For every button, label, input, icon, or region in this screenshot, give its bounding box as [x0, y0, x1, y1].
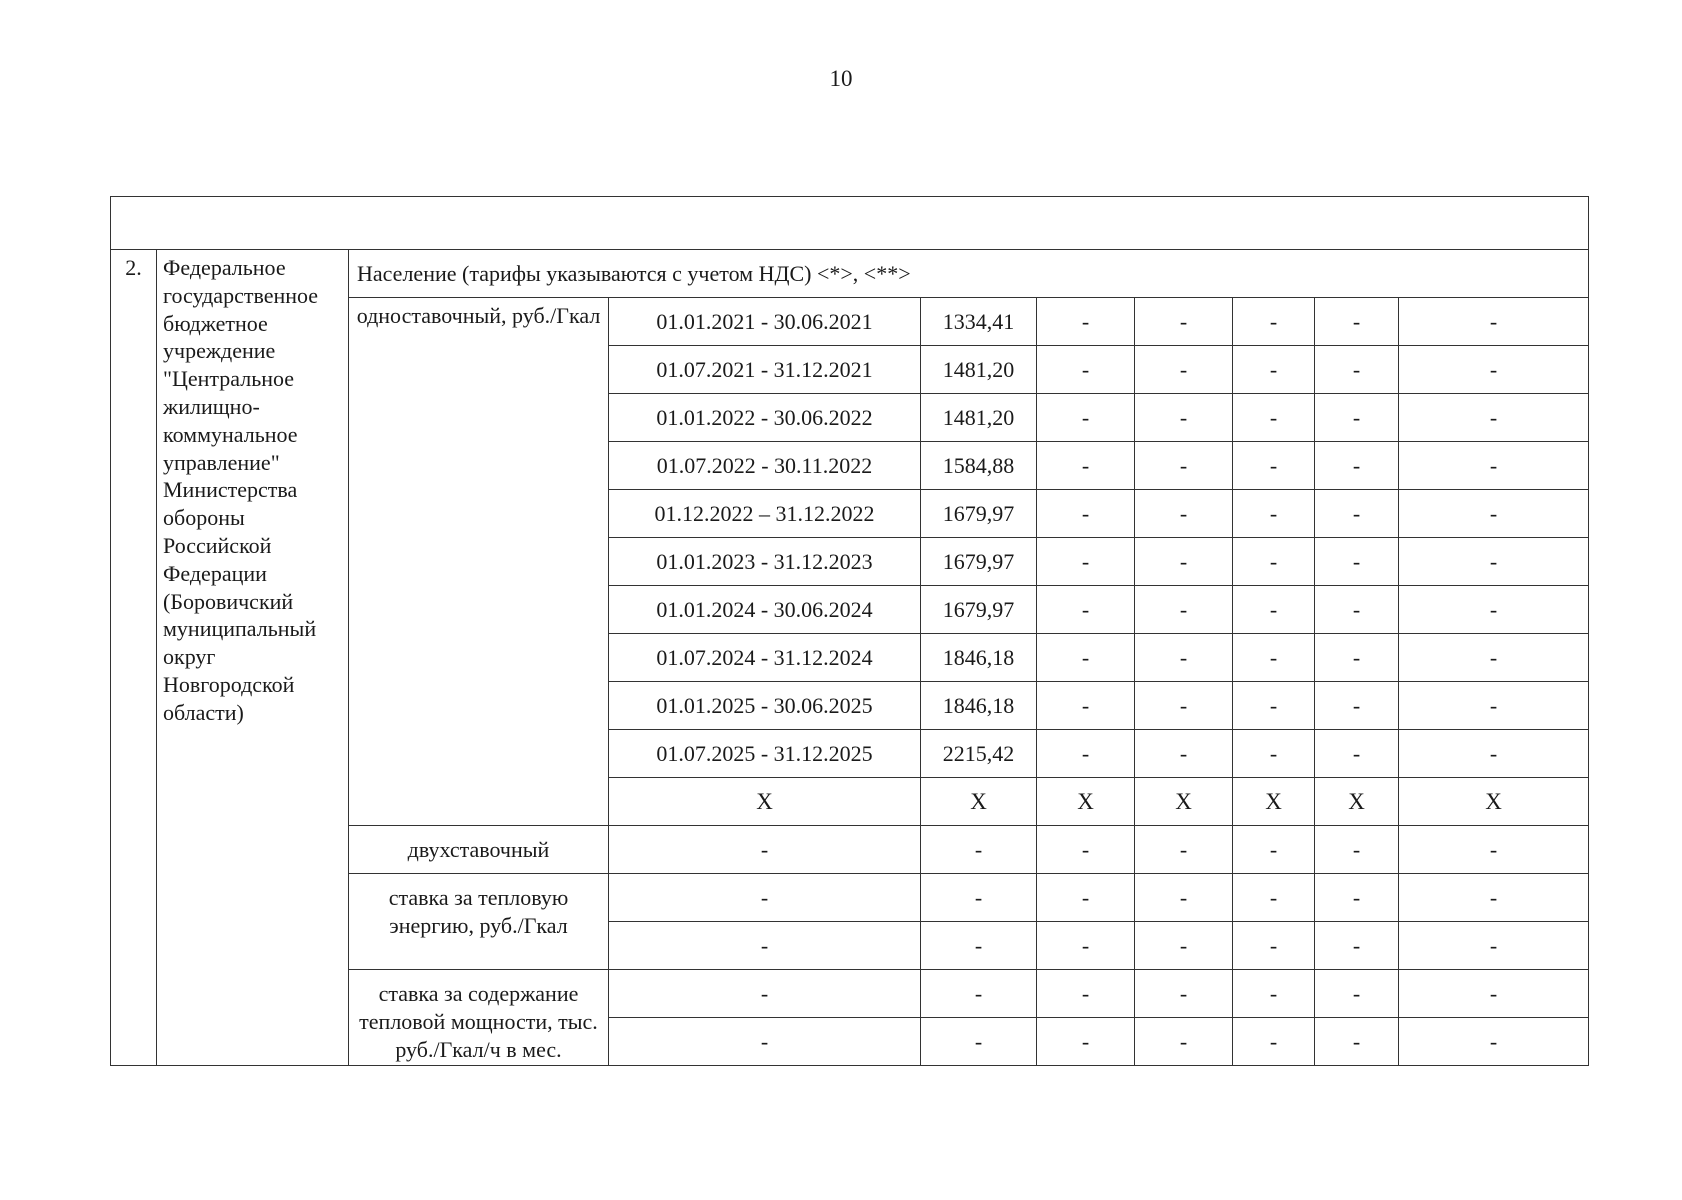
- dash-cell: -: [1399, 394, 1589, 442]
- value-cell: 2215,42: [921, 730, 1037, 778]
- period-cell: 01.12.2022 – 31.12.2022: [609, 490, 921, 538]
- dash-cell: -: [1135, 346, 1233, 394]
- value-cell: 1679,97: [921, 538, 1037, 586]
- dash-cell: -: [1135, 1018, 1233, 1066]
- dash-cell: -: [1037, 970, 1135, 1018]
- dash-cell: -: [1233, 298, 1315, 346]
- dash-cell: -: [1399, 346, 1589, 394]
- dash-cell: X: [1233, 778, 1315, 826]
- dash-cell: -: [1037, 682, 1135, 730]
- value-cell: -: [921, 874, 1037, 922]
- dash-cell: X: [1037, 778, 1135, 826]
- dash-cell: X: [1315, 778, 1399, 826]
- dash-cell: -: [1037, 874, 1135, 922]
- period-cell: -: [609, 970, 921, 1018]
- dash-cell: -: [1315, 298, 1399, 346]
- dash-cell: -: [1399, 586, 1589, 634]
- value-cell: 1334,41: [921, 298, 1037, 346]
- dash-cell: -: [1037, 1018, 1135, 1066]
- dash-cell: -: [1315, 442, 1399, 490]
- period-cell: 01.07.2025 - 31.12.2025: [609, 730, 921, 778]
- dash-cell: -: [1315, 1018, 1399, 1066]
- dash-cell: -: [1399, 442, 1589, 490]
- dash-cell: -: [1233, 1018, 1315, 1066]
- dash-cell: -: [1233, 586, 1315, 634]
- period-cell: X: [609, 778, 921, 826]
- dash-cell: -: [1037, 730, 1135, 778]
- period-cell: -: [609, 826, 921, 874]
- dash-cell: -: [1399, 298, 1589, 346]
- dash-cell: -: [1399, 682, 1589, 730]
- value-cell: -: [921, 1018, 1037, 1066]
- dash-cell: -: [1315, 346, 1399, 394]
- dash-cell: X: [1399, 778, 1589, 826]
- dash-cell: -: [1233, 970, 1315, 1018]
- dash-cell: X: [1135, 778, 1233, 826]
- value-cell: -: [921, 826, 1037, 874]
- dash-cell: -: [1233, 682, 1315, 730]
- period-cell: 01.01.2023 - 31.12.2023: [609, 538, 921, 586]
- dash-cell: -: [1037, 826, 1135, 874]
- dash-cell: -: [1233, 442, 1315, 490]
- dash-cell: -: [1135, 826, 1233, 874]
- capacity-rate-label: ставка за содержание тепловой мощности, тыс. руб./Гкал/ч в мес.: [349, 970, 609, 1066]
- dash-cell: -: [1233, 826, 1315, 874]
- period-cell: 01.01.2025 - 30.06.2025: [609, 682, 921, 730]
- period-cell: 01.07.2021 - 31.12.2021: [609, 346, 921, 394]
- period-cell: 01.07.2024 - 31.12.2024: [609, 634, 921, 682]
- organization-name: Федеральное государственное бюджетное учреждение "Центральное жилищно-коммунальное управление" Министерства обороны Российской Федерации (Боровичский муниципальный округ Новгородской области): [157, 250, 349, 1066]
- tariff-table: [110, 196, 1589, 1066]
- dash-cell: -: [1233, 346, 1315, 394]
- period-cell: 01.01.2024 - 30.06.2024: [609, 586, 921, 634]
- dash-cell: -: [1399, 634, 1589, 682]
- value-cell: 1679,97: [921, 490, 1037, 538]
- value-cell: -: [921, 970, 1037, 1018]
- dash-cell: -: [1135, 538, 1233, 586]
- dash-cell: -: [1315, 682, 1399, 730]
- dash-cell: -: [1315, 586, 1399, 634]
- period-cell: -: [609, 874, 921, 922]
- dash-cell: -: [1135, 682, 1233, 730]
- dash-cell: -: [1135, 922, 1233, 970]
- dash-cell: -: [1037, 394, 1135, 442]
- dash-cell: -: [1399, 1018, 1589, 1066]
- dash-cell: -: [1399, 490, 1589, 538]
- group-row: [111, 250, 1589, 298]
- dash-cell: -: [1399, 538, 1589, 586]
- dash-cell: -: [1233, 538, 1315, 586]
- dash-cell: -: [1135, 586, 1233, 634]
- dash-cell: -: [1315, 538, 1399, 586]
- period-cell: -: [609, 1018, 921, 1066]
- dash-cell: -: [1135, 298, 1233, 346]
- dash-cell: -: [1399, 826, 1589, 874]
- dash-cell: -: [1233, 394, 1315, 442]
- dash-cell: -: [1135, 394, 1233, 442]
- value-cell: X: [921, 778, 1037, 826]
- dash-cell: -: [1037, 634, 1135, 682]
- dash-cell: -: [1037, 586, 1135, 634]
- period-cell: 01.07.2022 - 30.11.2022: [609, 442, 921, 490]
- value-cell: 1846,18: [921, 682, 1037, 730]
- dash-cell: -: [1037, 490, 1135, 538]
- dash-cell: -: [1315, 922, 1399, 970]
- value-cell: -: [921, 922, 1037, 970]
- row-number: 2.: [111, 250, 157, 1066]
- dash-cell: -: [1315, 730, 1399, 778]
- dash-cell: -: [1315, 634, 1399, 682]
- period-cell: 01.01.2022 - 30.06.2022: [609, 394, 921, 442]
- dash-cell: -: [1315, 970, 1399, 1018]
- blank-cell: [111, 197, 1589, 250]
- dash-cell: -: [1233, 634, 1315, 682]
- energy-rate-label: ставка за тепловую энергию, руб./Гкал: [349, 874, 609, 970]
- two-rate-label: двухставочный: [349, 826, 609, 874]
- single-rate-label: одноставочный, руб./Гкал: [349, 298, 609, 826]
- dash-cell: -: [1315, 394, 1399, 442]
- dash-cell: -: [1135, 442, 1233, 490]
- dash-cell: -: [1233, 730, 1315, 778]
- dash-cell: -: [1135, 970, 1233, 1018]
- group-label: Население (тарифы указываются с учетом НДС) <*>, <**>: [349, 250, 1589, 298]
- dash-cell: -: [1135, 634, 1233, 682]
- dash-cell: -: [1315, 826, 1399, 874]
- dash-cell: -: [1233, 490, 1315, 538]
- page-number: 10: [829, 66, 853, 91]
- dash-cell: -: [1135, 874, 1233, 922]
- dash-cell: -: [1315, 490, 1399, 538]
- dash-cell: -: [1399, 970, 1589, 1018]
- value-cell: 1584,88: [921, 442, 1037, 490]
- value-cell: 1481,20: [921, 394, 1037, 442]
- dash-cell: -: [1037, 298, 1135, 346]
- period-cell: 01.01.2021 - 30.06.2021: [609, 298, 921, 346]
- dash-cell: -: [1135, 490, 1233, 538]
- dash-cell: -: [1399, 922, 1589, 970]
- dash-cell: -: [1399, 874, 1589, 922]
- value-cell: 1481,20: [921, 346, 1037, 394]
- dash-cell: -: [1037, 346, 1135, 394]
- dash-cell: -: [1233, 874, 1315, 922]
- dash-cell: -: [1037, 538, 1135, 586]
- dash-cell: -: [1037, 442, 1135, 490]
- dash-cell: -: [1233, 922, 1315, 970]
- dash-cell: -: [1135, 730, 1233, 778]
- dash-cell: -: [1315, 874, 1399, 922]
- header-blank-row: [111, 197, 1589, 250]
- period-cell: -: [609, 922, 921, 970]
- value-cell: 1679,97: [921, 586, 1037, 634]
- dash-cell: -: [1399, 730, 1589, 778]
- dash-cell: -: [1037, 922, 1135, 970]
- value-cell: 1846,18: [921, 634, 1037, 682]
